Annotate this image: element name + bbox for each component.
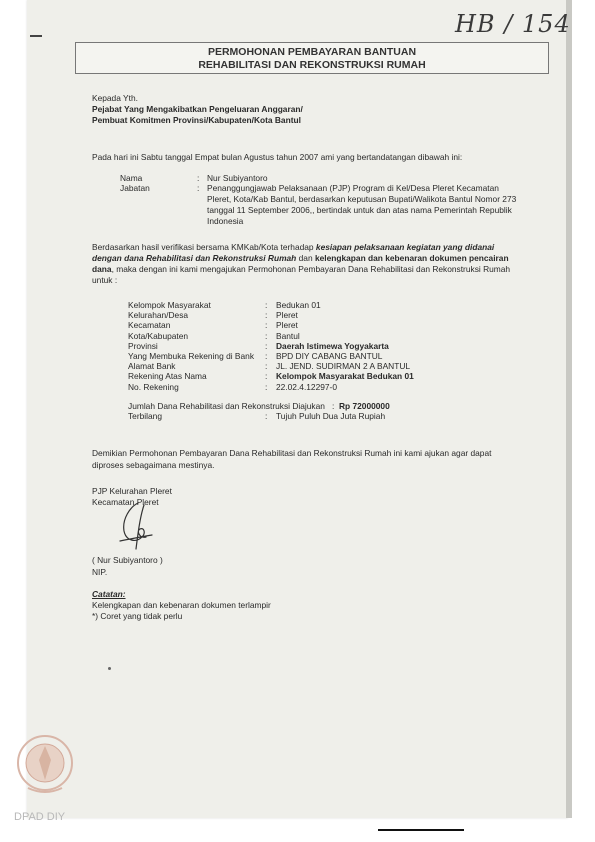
- sign-title-1: PJP Kelurahan Pleret: [92, 486, 172, 496]
- body-p1-a: Berdasarkan hasil verifikasi bersama KMKab/Kota terhadap: [92, 242, 316, 252]
- sign-title-2: Kecamatan Pleret: [92, 497, 159, 507]
- field-value: JL. JEND. SUDIRMAN 2 A BANTUL: [276, 361, 411, 372]
- field-colon: :: [265, 340, 268, 351]
- bottom-rule: [378, 829, 464, 831]
- field-value: Pleret: [276, 310, 298, 321]
- jabatan-colon: :: [197, 183, 200, 193]
- corner-mark: [30, 35, 42, 37]
- addressee-salutation: Kepada Yth.: [92, 93, 138, 103]
- body-p1-d: dan: [296, 253, 315, 263]
- body-p1-b: kesiapan pelaksanaan kegiatan yang didanai: [315, 242, 495, 252]
- field-value: Daerah Istimewa Yogyakarta: [276, 340, 389, 351]
- watermark-text: DPAD DIY: [14, 811, 66, 823]
- intro-text: Pada hari ini Sabtu tanggal Empat bulan Agustus tahun 2007 ami yang bertandatangan dibawah ini:: [92, 152, 463, 162]
- nama-value: Nur Subiyantoro: [207, 173, 268, 183]
- field-value: BPD DIY CABANG BANTUL: [276, 351, 383, 361]
- seal-logo-icon: [14, 730, 76, 800]
- body-p1-f: dana: [92, 264, 112, 274]
- jabatan-line-3: tanggal 11 September 2006,, bertindak untuk dan atas nama Pemerintah Republik: [207, 205, 512, 215]
- addressee-line-1: Pejabat Yang Mengakibatkan Pengeluaran Anggaran/: [92, 104, 303, 114]
- field-colon: :: [265, 351, 268, 361]
- field-colon: :: [265, 300, 268, 310]
- field-value: Kelompok Masyarakat Bedukan 01: [276, 371, 414, 382]
- field-colon: :: [265, 320, 268, 331]
- body-line-1: [92, 242, 494, 252]
- field-colon: :: [265, 371, 268, 382]
- field-label: Kelurahan/Desa: [128, 310, 189, 321]
- field-label: No. Rekening: [128, 381, 179, 392]
- field-value: Pleret: [276, 320, 298, 331]
- title-line-2: REHABILITASI DAN REKONSTRUKSI RUMAH: [198, 59, 426, 71]
- terbilang-value: Tujuh Puluh Dua Juta Rupiah: [276, 411, 386, 421]
- sign-nip: NIP.: [92, 567, 108, 577]
- closing-line-2: diproses sebagaimana mestinya.: [92, 460, 215, 470]
- field-colon: :: [265, 310, 268, 321]
- jabatan-label: Jabatan: [120, 183, 150, 193]
- scan-speck: [108, 667, 111, 670]
- field-label: Rekening Atas Nama: [128, 371, 207, 382]
- field-label: Kelompok Masyarakat: [128, 300, 211, 310]
- field-label: Yang Membuka Rekening di Bank: [128, 351, 255, 361]
- closing-line-1: Demikian Permohonan Pembayaran Dana Rehabilitasi dan Rekonstruksi Rumah ini kami ajukan agar dapat: [92, 448, 492, 458]
- field-colon: :: [265, 381, 268, 392]
- notes-line-1: Kelengkapan dan kebenaran dokumen terlampir: [92, 600, 271, 610]
- notes-line-2: *) Coret yang tidak perlu: [92, 611, 183, 621]
- field-value: Bedukan 01: [276, 300, 321, 310]
- field-label: Alamat Bank: [128, 361, 176, 372]
- body-p1-c: dengan dana Rehabilitasi dan Rekonstruksi Rumah: [92, 253, 297, 263]
- field-label: Kota/Kabupaten: [128, 330, 189, 341]
- nama-label: Nama: [120, 173, 143, 183]
- body-line-3: [92, 264, 510, 274]
- signature-icon: [100, 497, 170, 557]
- jumlah-colon: :: [332, 401, 335, 411]
- jumlah-value: Rp 72000000: [339, 401, 390, 411]
- title-box: [75, 42, 549, 74]
- page-edge-shadow: [566, 0, 572, 818]
- field-label: Provinsi: [128, 340, 158, 351]
- sign-name: ( Nur Subiyantoro ): [92, 555, 163, 565]
- body-p1-g: , maka dengan ini kami mengajukan Permohonan Pembayaran Dana Rehabilitasi dan Rekonstruksi Rumah: [111, 264, 511, 274]
- addressee-line-2: Pembuat Komitmen Provinsi/Kabupaten/Kota Bantul: [92, 115, 301, 125]
- field-colon: :: [265, 330, 268, 341]
- field-label: Kecamatan: [128, 320, 171, 331]
- field-colon: :: [265, 361, 268, 372]
- jabatan-line-1: Penanggungjawab Pelaksanaan (PJP) Program di Kel/Desa Pleret Kecamatan: [207, 183, 499, 193]
- body-line-4: untuk :: [92, 275, 118, 285]
- body-p1-e: kelengkapan dan kebenaran dokumen pencairan: [314, 253, 509, 263]
- handwritten-reference: HB / 154: [455, 10, 571, 38]
- jabatan-line-2: Pleret, Kota/Kab Bantul, berdasarkan keputusan Bupati/Walikota Bantul Nomor 273: [207, 194, 517, 204]
- nama-colon: :: [197, 173, 200, 183]
- jumlah-label: Jumlah Dana Rehabilitasi dan Rekonstruksi Diajukan: [128, 401, 325, 411]
- body-line-2: [92, 253, 509, 263]
- title-line-1: PERMOHONAN PEMBAYARAN BANTUAN: [207, 46, 417, 58]
- notes-heading: Catatan:: [92, 589, 126, 599]
- terbilang-label: Terbilang: [128, 411, 162, 421]
- field-value: 22.02.4.12297-0: [276, 381, 338, 392]
- terbilang-colon: :: [265, 411, 268, 421]
- jabatan-line-4: Indonesia: [207, 216, 244, 226]
- field-value: Bantul: [276, 330, 300, 341]
